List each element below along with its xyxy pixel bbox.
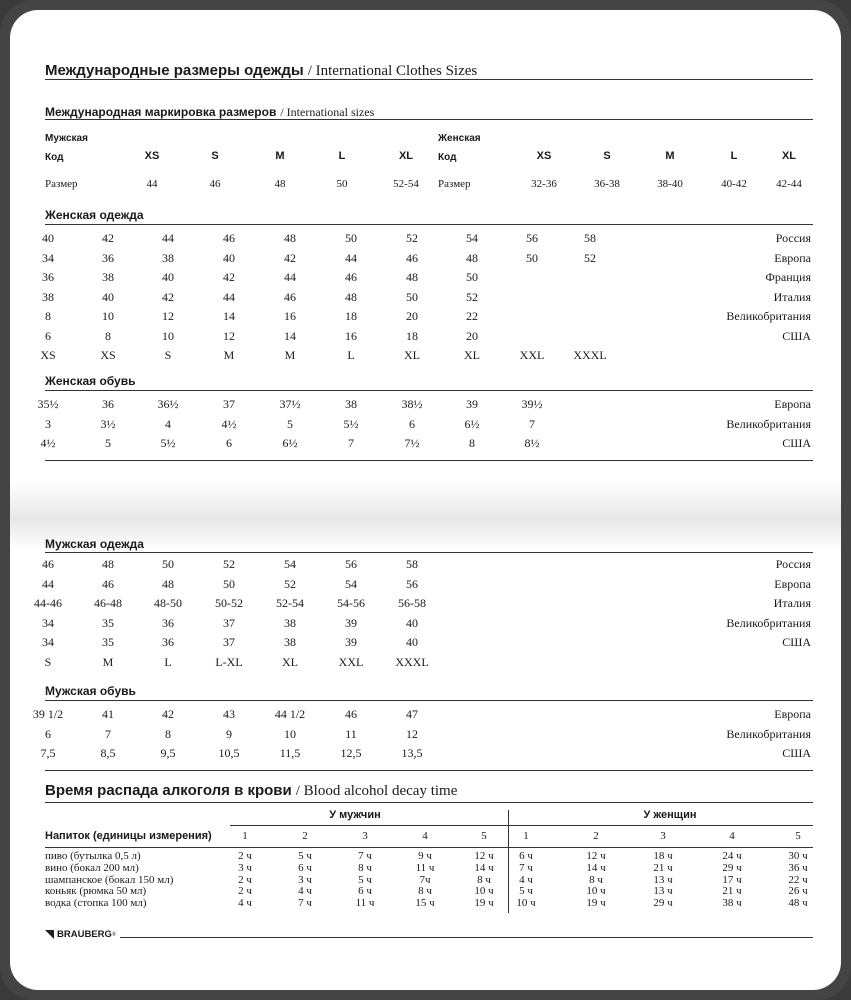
men-column-header: 4 [422, 830, 428, 842]
men-shoes-heading: Мужская обувь [45, 684, 136, 698]
men-size-cell: 46 [209, 178, 221, 190]
size-cell: 6 [409, 416, 415, 431]
title-en: / International Clothes Sizes [307, 63, 478, 79]
size-cell: 22 [466, 309, 478, 323]
size-cell: 8 [105, 328, 111, 343]
size-cell: 42 [223, 270, 235, 284]
size-cell: 50 [406, 289, 418, 304]
size-cell: 10 [162, 328, 174, 343]
brand-mark-icon [45, 930, 54, 939]
size-cell: 9,5 [160, 746, 176, 760]
size-cell: 34 [42, 250, 54, 265]
size-cell: 52 [466, 289, 478, 304]
size-cell: 38 [284, 635, 296, 649]
size-cell: XXXL [395, 654, 429, 669]
size-cell: 44-46 [34, 596, 62, 610]
size-cell: 52 [406, 231, 418, 245]
women-size-cell: 38-40 [657, 178, 683, 190]
size-cell: XS [40, 348, 56, 362]
size-cell: 6 [45, 726, 51, 741]
country-label: США [782, 436, 811, 450]
men-time-cell: 11 ч [415, 861, 435, 874]
size-cell: 52 [284, 576, 296, 591]
men-column-header: 3 [362, 830, 368, 842]
women-time-cell: 29 ч [653, 897, 673, 910]
men-time-cell: 12 ч [474, 850, 494, 862]
women-code-cell: S [603, 150, 611, 162]
size-cell: 37 [223, 615, 235, 630]
women-time-cell: 38 ч [722, 897, 742, 910]
size-cell: 6½ [282, 436, 298, 450]
men-time-cell: 7ч [419, 873, 431, 886]
size-cell: 56-58 [398, 596, 426, 610]
size-cell: 36 [162, 615, 174, 630]
size-cell: 36 [102, 397, 114, 411]
size-cell: 40 [223, 250, 235, 265]
country-label: Великобритания [726, 726, 811, 741]
women-clothes-rule [45, 224, 813, 225]
size-cell: 14 [284, 328, 296, 343]
size-cell: 12 [223, 328, 235, 343]
drink-name: пиво (бутылка 0,5 л) [45, 850, 141, 862]
women-code-cell: XS [536, 150, 552, 162]
size-cell: 8½ [524, 436, 540, 450]
men-time-cell: 3 ч [298, 873, 312, 886]
size-cell: 4½ [40, 436, 56, 450]
size-cell: 43 [223, 707, 235, 721]
women-code-cell: M [665, 150, 675, 162]
size-cell: XS [100, 348, 116, 362]
country-label: Россия [775, 231, 811, 245]
men-code-cell: XS [144, 150, 160, 162]
size-cell: 44 [345, 250, 357, 265]
size-cell: 38 [162, 250, 174, 265]
size-cell: XL [404, 348, 420, 362]
size-cell: 4½ [221, 416, 237, 431]
size-cell: 36½ [157, 397, 179, 411]
size-cell: 7 [348, 436, 354, 450]
women-time-cell: 10 ч [516, 897, 536, 910]
men-time-cell: 11 ч [355, 897, 375, 910]
size-cell: 42 [162, 289, 174, 304]
size-cell: XXXL [573, 348, 607, 362]
women-time-cell: 6 ч [519, 850, 533, 862]
size-cell: 13,5 [401, 746, 423, 760]
size-cell: 44 [162, 231, 174, 245]
country-label: Италия [773, 289, 811, 304]
drink-name: водка (стопка 100 мл) [45, 897, 147, 910]
men-time-cell: 4 ч [238, 897, 252, 910]
size-cell: 39 [345, 615, 357, 630]
brand-name: BRAUBERG [57, 929, 112, 940]
size-cell: 46 [345, 707, 357, 721]
men-label: Мужская [45, 133, 88, 144]
size-cell: 10 [102, 309, 114, 323]
drink-name: коньяк (рюмка 50 мл) [45, 885, 147, 898]
women-column-header: 3 [660, 830, 666, 842]
women-time-cell: 4 ч [519, 873, 533, 886]
men-column-header: 2 [302, 830, 308, 842]
women-shoes-rule [45, 390, 813, 391]
size-cell: 10,5 [218, 746, 240, 760]
size-cell: 8 [469, 436, 475, 450]
gender-divider [508, 810, 509, 913]
women-time-cell: 21 ч [722, 885, 742, 898]
men-code-cell: S [211, 150, 219, 162]
women-time-cell: 14 ч [586, 861, 606, 874]
size-cell: XL [282, 654, 298, 669]
women-shoes-bottom-rule [45, 460, 813, 461]
men-time-cell: 19 ч [474, 897, 494, 910]
men-time-cell: 5 ч [358, 873, 372, 886]
size-cell: 50 [526, 250, 538, 265]
size-cell: 40 [42, 231, 54, 245]
size-cell: 4 [165, 416, 171, 431]
size-cell: 54 [345, 576, 357, 591]
country-label: США [782, 328, 811, 343]
group-rule [230, 825, 813, 826]
size-cell: 39 [466, 397, 478, 411]
men-time-cell: 7 ч [298, 897, 312, 910]
page-title [45, 62, 477, 80]
size-cell: 39 1/2 [32, 707, 64, 721]
country-label: Европа [774, 397, 811, 411]
men-time-cell: 2 ч [238, 885, 252, 898]
men-time-cell: 6 ч [358, 885, 372, 898]
size-cell: 11,5 [279, 746, 301, 760]
size-cell: L [164, 654, 172, 669]
size-cell: 54 [466, 231, 478, 245]
size-cell: 38½ [401, 397, 423, 411]
men-size-cell: 44 [146, 178, 158, 190]
size-cell: 5 [287, 416, 293, 431]
women-time-cell: 19 ч [586, 897, 606, 910]
men-time-cell: 2 ч [238, 873, 252, 886]
women-time-cell: 26 ч [788, 885, 808, 898]
size-cell: 56 [526, 231, 538, 245]
women-time-cell: 7 ч [519, 861, 533, 874]
size-cell: S [44, 654, 52, 669]
size-cell: 38 [42, 289, 54, 304]
size-cell: 8,5 [100, 746, 116, 760]
size-cell: 50 [223, 576, 235, 591]
size-cell: 40 [102, 289, 114, 304]
size-cell: 48 [406, 270, 418, 284]
country-label: Европа [774, 250, 811, 265]
women-group-label: У женщин [643, 809, 697, 821]
size-cell: 7½ [404, 436, 420, 450]
alcohol-heading-ru: Время распада алкоголя в крови [45, 782, 292, 799]
size-cell: 34 [42, 615, 54, 630]
size-cell: 14 [223, 309, 235, 323]
women-time-cell: 48 ч [788, 897, 808, 910]
size-cell: 34 [42, 635, 54, 649]
size-cell: 42 [102, 231, 114, 245]
size-cell: 46 [102, 576, 114, 591]
size-cell: 48 [466, 250, 478, 265]
size-cell: 8 [45, 309, 51, 323]
size-cell: 58 [406, 557, 418, 571]
men-time-cell: 14 ч [474, 861, 494, 874]
page [10, 10, 841, 990]
size-cell: 58 [584, 231, 596, 245]
size-cell: 56 [345, 557, 357, 571]
men-clothes-rule [45, 552, 813, 553]
size-cell: 44 [284, 270, 296, 284]
men-time-cell: 10 ч [474, 885, 494, 898]
size-cell: 46 [284, 289, 296, 304]
size-cell: 52 [584, 250, 596, 265]
country-label: Франция [765, 270, 811, 284]
country-label: Великобритания [726, 615, 811, 630]
size-cell: 7,5 [40, 746, 56, 760]
size-cell: 37 [223, 397, 235, 411]
size-cell: 39 [345, 635, 357, 649]
women-time-cell: 5 ч [519, 885, 533, 898]
men-size-cell: 48 [274, 178, 286, 190]
women-size-cell: 40-42 [721, 178, 747, 190]
men-time-cell: 6 ч [298, 861, 312, 874]
women-label: Женская [438, 133, 481, 144]
size-cell: 40 [406, 615, 418, 630]
size-cell: 36 [102, 250, 114, 265]
women-time-cell: 13 ч [653, 885, 673, 898]
men-code-cell: M [275, 150, 285, 162]
size-cell: 54 [284, 557, 296, 571]
country-label: Великобритания [726, 416, 811, 431]
alcohol-rule [45, 802, 813, 803]
women-time-cell: 24 ч [722, 850, 742, 862]
men-group-label: У мужчин [329, 809, 381, 821]
country-label: Италия [773, 596, 811, 610]
size-cell: 38 [345, 397, 357, 411]
size-cell: 48 [284, 231, 296, 245]
size-cell: 42 [162, 707, 174, 721]
men-time-cell: 4 ч [298, 885, 312, 898]
size-cell: 50 [466, 270, 478, 284]
size-cell: 48 [162, 576, 174, 591]
size-cell: 50-52 [215, 596, 243, 610]
drink-header: Напиток (единицы измерения) [45, 830, 212, 842]
men-time-cell: 2 ч [238, 850, 252, 862]
size-cell: 8 [165, 726, 171, 741]
size-cell: 37 [223, 635, 235, 649]
brand-rule [120, 937, 813, 938]
men-column-header: 1 [242, 830, 248, 842]
men-time-cell: 8 ч [477, 873, 491, 886]
size-cell: L-XL [215, 654, 243, 669]
size-cell: 38 [284, 615, 296, 630]
men-time-cell: 3 ч [238, 861, 252, 874]
alcohol-heading-en: / Blood alcohol decay time [295, 783, 458, 799]
size-cell: 7 [529, 416, 535, 431]
size-cell: 12 [162, 309, 174, 323]
country-label: США [782, 635, 811, 649]
size-cell: 7 [105, 726, 111, 741]
size-cell: 38 [102, 270, 114, 284]
size-cell: 16 [345, 328, 357, 343]
size-cell: 46-48 [94, 596, 122, 610]
size-cell: 36 [42, 270, 54, 284]
size-cell: 44 1/2 [274, 707, 306, 721]
size-cell: 6 [45, 328, 51, 343]
women-column-header: 1 [523, 830, 529, 842]
women-time-cell: 18 ч [653, 850, 673, 862]
men-column-header: 5 [481, 830, 487, 842]
men-size-cell: 52-54 [393, 178, 419, 190]
women-shoes-heading: Женская обувь [45, 374, 136, 388]
size-cell: 48-50 [154, 596, 182, 610]
men-size-cell: 50 [336, 178, 348, 190]
country-label: Европа [774, 576, 811, 591]
size-cell: S [164, 348, 172, 362]
size-cell: 5 [105, 436, 111, 450]
size-cell: 46 [42, 557, 54, 571]
women-time-cell: 30 ч [788, 850, 808, 862]
size-cell: XXL [338, 654, 364, 669]
size-cell: 54-56 [337, 596, 365, 610]
size-cell: 50 [162, 557, 174, 571]
intl-heading-en: / International sizes [280, 105, 375, 119]
brand-logo [45, 929, 116, 940]
size-cell: 56 [406, 576, 418, 591]
size-cell: 37½ [279, 397, 301, 411]
men-code-label: Код [45, 152, 64, 163]
intl-rule [45, 119, 813, 120]
title-rule [45, 79, 813, 80]
size-cell: 44 [223, 289, 235, 304]
size-cell: 36 [162, 635, 174, 649]
women-time-cell: 17 ч [722, 873, 742, 886]
women-time-cell: 21 ч [653, 861, 673, 874]
women-size-cell: 42-44 [776, 178, 802, 190]
size-cell: 9 [226, 726, 232, 741]
size-cell: 35½ [37, 397, 59, 411]
size-cell: 39½ [521, 397, 543, 411]
women-time-cell: 29 ч [722, 861, 742, 874]
drink-name: вино (бокал 200 мл) [45, 861, 139, 874]
size-cell: 5½ [160, 436, 176, 450]
size-cell: 48 [345, 289, 357, 304]
size-cell: M [284, 348, 296, 362]
country-label: США [782, 746, 811, 760]
size-cell: 41 [102, 707, 114, 721]
size-cell: 50 [345, 231, 357, 245]
size-cell: 46 [406, 250, 418, 265]
size-cell: 6 [226, 436, 232, 450]
women-column-header: 4 [729, 830, 735, 842]
brand-registered: ® [111, 931, 117, 938]
women-time-cell: 10 ч [586, 885, 606, 898]
men-time-cell: 7 ч [358, 850, 372, 862]
size-cell: 20 [406, 309, 418, 323]
size-cell: 46 [223, 231, 235, 245]
size-cell: 20 [466, 328, 478, 343]
size-cell: 40 [406, 635, 418, 649]
men-size-label: Размер [45, 178, 78, 190]
size-cell: 48 [102, 557, 114, 571]
country-label: Россия [775, 557, 811, 571]
size-cell: 3 [45, 416, 51, 431]
size-cell: M [223, 348, 235, 362]
women-time-cell: 8 ч [589, 873, 603, 886]
size-cell: 12,5 [340, 746, 362, 760]
size-cell: 10 [284, 726, 296, 741]
size-cell: 12 [406, 726, 418, 741]
men-time-cell: 9 ч [418, 850, 432, 862]
alcohol-heading [45, 782, 457, 800]
size-cell: XL [464, 348, 480, 362]
men-clothes-heading: Мужская одежда [45, 537, 144, 551]
size-cell: 47 [406, 707, 418, 721]
size-cell: 3½ [100, 416, 116, 431]
size-cell: XXL [519, 348, 545, 362]
women-column-header: 2 [593, 830, 599, 842]
men-code-cell: XL [398, 150, 414, 162]
size-cell: 52-54 [276, 596, 304, 610]
size-cell: 40 [162, 270, 174, 284]
title-ru: Международные размеры одежды [45, 62, 304, 79]
size-cell: 35 [102, 615, 114, 630]
women-size-label: Размер [438, 178, 471, 190]
women-size-cell: 32-36 [531, 178, 557, 190]
size-cell: 5½ [343, 416, 359, 431]
size-cell: 18 [406, 328, 418, 343]
men-code-cell: L [338, 150, 346, 162]
size-cell: 35 [102, 635, 114, 649]
women-time-cell: 12 ч [586, 850, 606, 862]
women-code-label: Код [438, 152, 457, 163]
size-cell: 52 [223, 557, 235, 571]
size-cell: 16 [284, 309, 296, 323]
country-label: Великобритания [726, 309, 811, 323]
size-cell: 18 [345, 309, 357, 323]
women-size-cell: 36-38 [594, 178, 620, 190]
men-time-cell: 8 ч [418, 885, 432, 898]
drink-name: шампанское (бокал 150 мл) [45, 873, 174, 886]
men-time-cell: 15 ч [415, 897, 435, 910]
size-cell: 42 [284, 250, 296, 265]
women-time-cell: 36 ч [788, 861, 808, 874]
men-time-cell: 8 ч [358, 861, 372, 874]
men-time-cell: 5 ч [298, 850, 312, 862]
women-column-header: 5 [795, 830, 801, 842]
country-label: Европа [774, 707, 811, 721]
size-cell: 6½ [464, 416, 480, 431]
alcohol-header-rule [45, 847, 813, 848]
intl-heading-ru: Международная маркировка размеров [45, 105, 277, 119]
men-shoes-bottom-rule [45, 770, 813, 771]
size-cell: M [102, 654, 114, 669]
women-time-cell: 22 ч [788, 873, 808, 886]
women-clothes-heading: Женская одежда [45, 208, 144, 222]
women-code-cell: L [730, 150, 738, 162]
size-cell: L [347, 348, 355, 362]
size-cell: 44 [42, 576, 54, 591]
size-cell: 11 [345, 726, 357, 741]
size-cell: 46 [345, 270, 357, 284]
women-time-cell: 13 ч [653, 873, 673, 886]
men-shoes-rule [45, 700, 813, 701]
women-code-cell: XL [781, 150, 797, 162]
